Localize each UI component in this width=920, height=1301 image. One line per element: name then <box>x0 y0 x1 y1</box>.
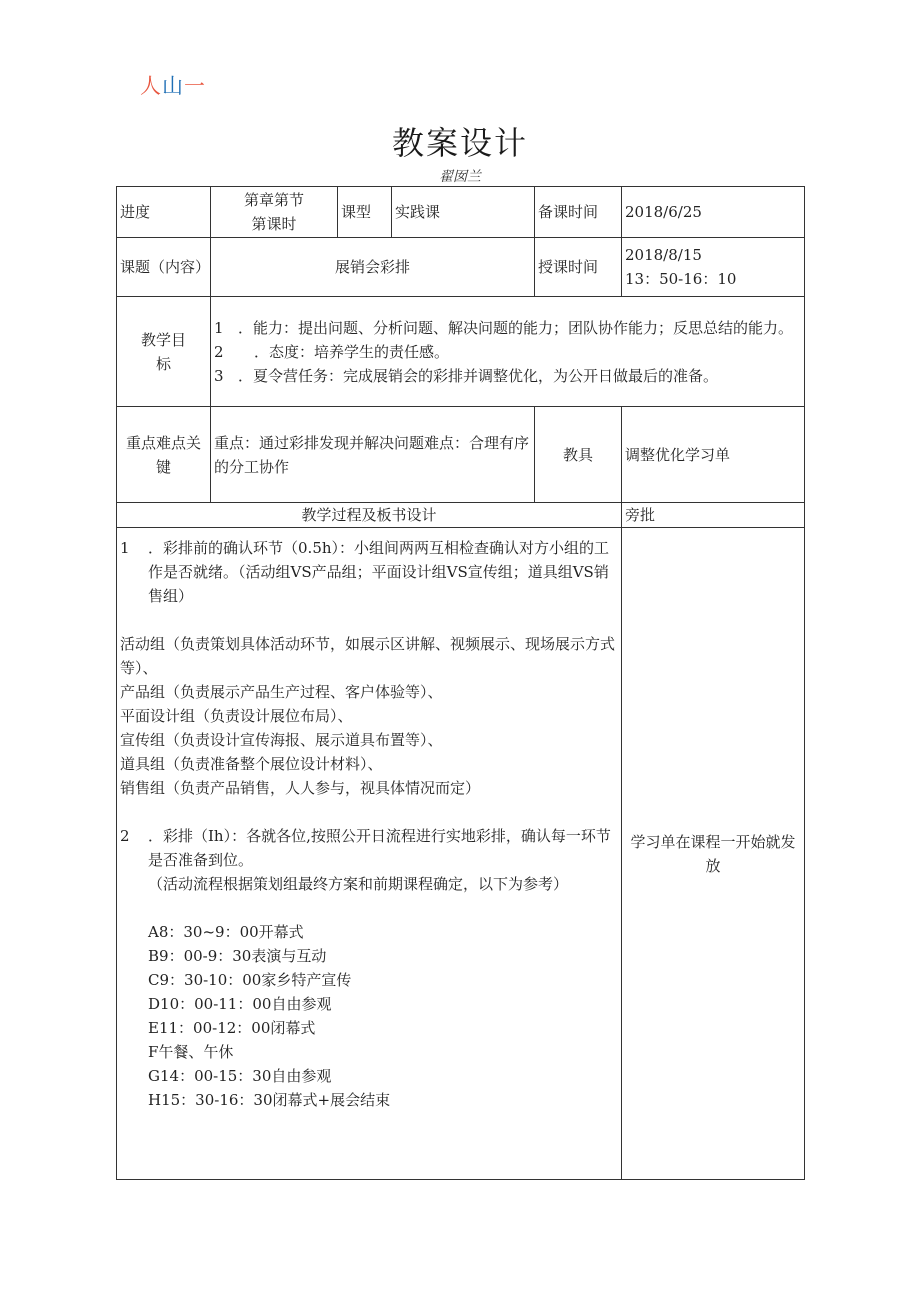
teach-time-label: 授课时间 <box>535 238 622 297</box>
author-name: 翟囡兰 <box>439 169 481 185</box>
chapter-line-2: 第课时 <box>251 215 297 233</box>
logo-part-1: 人 <box>140 74 162 98</box>
goal-text: ．能力：提出问题、分析问题、解决问题的能力；团队协作能力；反思总结的能力。 <box>238 318 794 337</box>
schedule-line: A8：30~9：00开幕式 <box>148 923 304 941</box>
chapter-cell <box>211 187 338 238</box>
logo <box>140 70 206 100</box>
side-note: 学习单在课程一开始就发放 <box>622 528 805 1180</box>
goal-number: 3 <box>214 366 224 385</box>
schedule-line: E11：00-12：00闭幕式 <box>148 1019 316 1037</box>
tools-label: 教具 <box>535 407 622 503</box>
goal-number: 2 <box>214 342 224 361</box>
key-label: 重点难点关键 <box>117 407 211 503</box>
prep-time-label: 备课时间 <box>535 187 622 238</box>
teach-date: 2018/8/15 <box>625 246 702 264</box>
table-row <box>117 187 805 238</box>
process-item-1 <box>120 536 618 608</box>
table-row <box>117 407 805 503</box>
process-item-2 <box>120 824 618 872</box>
teach-time-cell <box>622 238 805 297</box>
schedule-line: G14：00-15：30自由参观 <box>148 1067 332 1085</box>
process-item-number: 1 <box>120 539 130 557</box>
notes-header: 旁批 <box>622 503 805 528</box>
progress-label: 进度 <box>117 187 211 238</box>
key-value: 重点：通过彩排发现并解决问题难点：合理有序的分工协作 <box>211 407 535 503</box>
page-title: 教案设计 <box>391 124 528 162</box>
type-label: 课型 <box>338 187 392 238</box>
schedule-line: B9：00-9：30表演与互动 <box>148 947 327 965</box>
prep-time-value: 2018/6/25 <box>622 187 805 238</box>
schedule-line: H15：30-16：30闭幕式+展会结束 <box>148 1091 391 1109</box>
table-row <box>117 297 805 407</box>
lesson-plan-table <box>116 186 805 1180</box>
goal-item <box>214 340 801 364</box>
schedule-line: C9：30-10：00家乡特产宣传 <box>148 971 352 989</box>
goal-item <box>214 364 801 388</box>
goal-text: ．夏令营任务：完成展销会的彩排并调整优化，为公开日做最后的准备。 <box>238 366 719 385</box>
teach-hours: 13：50-16：10 <box>625 270 737 288</box>
group-line: 活动组（负责策划具体活动环节，如展示区讲解、视频展示、现场展示方式等）、 <box>120 635 616 677</box>
logo-part-3: 一 <box>184 74 206 98</box>
table-row <box>117 238 805 297</box>
process-item-text: ．彩排前的确认环节（0.5h）：小组间两两互相检查确认对方小组的工作是否就绪。（活动组VS产品组；平面设计组VS宣传组；道具组VS销售组） <box>148 539 610 605</box>
chapter-line-1: 第章第节 <box>243 191 304 209</box>
process-content <box>117 528 622 1180</box>
group-line: 宣传组（负责设计宣传海报、展示道具布置等）、 <box>120 731 443 749</box>
goal-item <box>214 316 801 340</box>
process-header: 教学过程及板书设计 <box>117 503 622 528</box>
tools-value: 调整优化学习单 <box>622 407 805 503</box>
process-item-note: （活动流程根据策划组最终方案和前期课程确定，以下为参考） <box>148 875 569 893</box>
process-item-text: ．彩排（Ih）：各就各位,按照公开日流程进行实地彩排，确认每一环节是否准备到位。 <box>148 827 611 869</box>
goals-label: 教学目标 <box>117 297 211 407</box>
logo-part-2: 山 <box>162 74 184 98</box>
group-line: 道具组（负责准备整个展位设计材料）、 <box>120 755 383 773</box>
table-row <box>117 528 805 1180</box>
group-line: 销售组（负责产品销售，人人参与，视具体情况而定） <box>120 779 481 797</box>
goals-cell <box>211 297 805 407</box>
goal-text: ．态度：培养学生的责任感。 <box>254 342 450 361</box>
group-line: 产品组（负责展示产品生产过程、客户体验等）、 <box>120 683 443 701</box>
process-item-number: 2 <box>120 827 130 845</box>
topic-value: 展销会彩排 <box>211 238 535 297</box>
topic-label: 课题（内容） <box>117 238 211 297</box>
group-line: 平面设计组（负责设计展位布局）、 <box>120 707 353 725</box>
schedule-line: D10：00-11：00自由参观 <box>148 995 332 1013</box>
type-value: 实践课 <box>392 187 535 238</box>
schedule-line: F午餐、午休 <box>148 1043 234 1061</box>
goal-number: 1 <box>214 318 224 337</box>
table-row <box>117 503 805 528</box>
